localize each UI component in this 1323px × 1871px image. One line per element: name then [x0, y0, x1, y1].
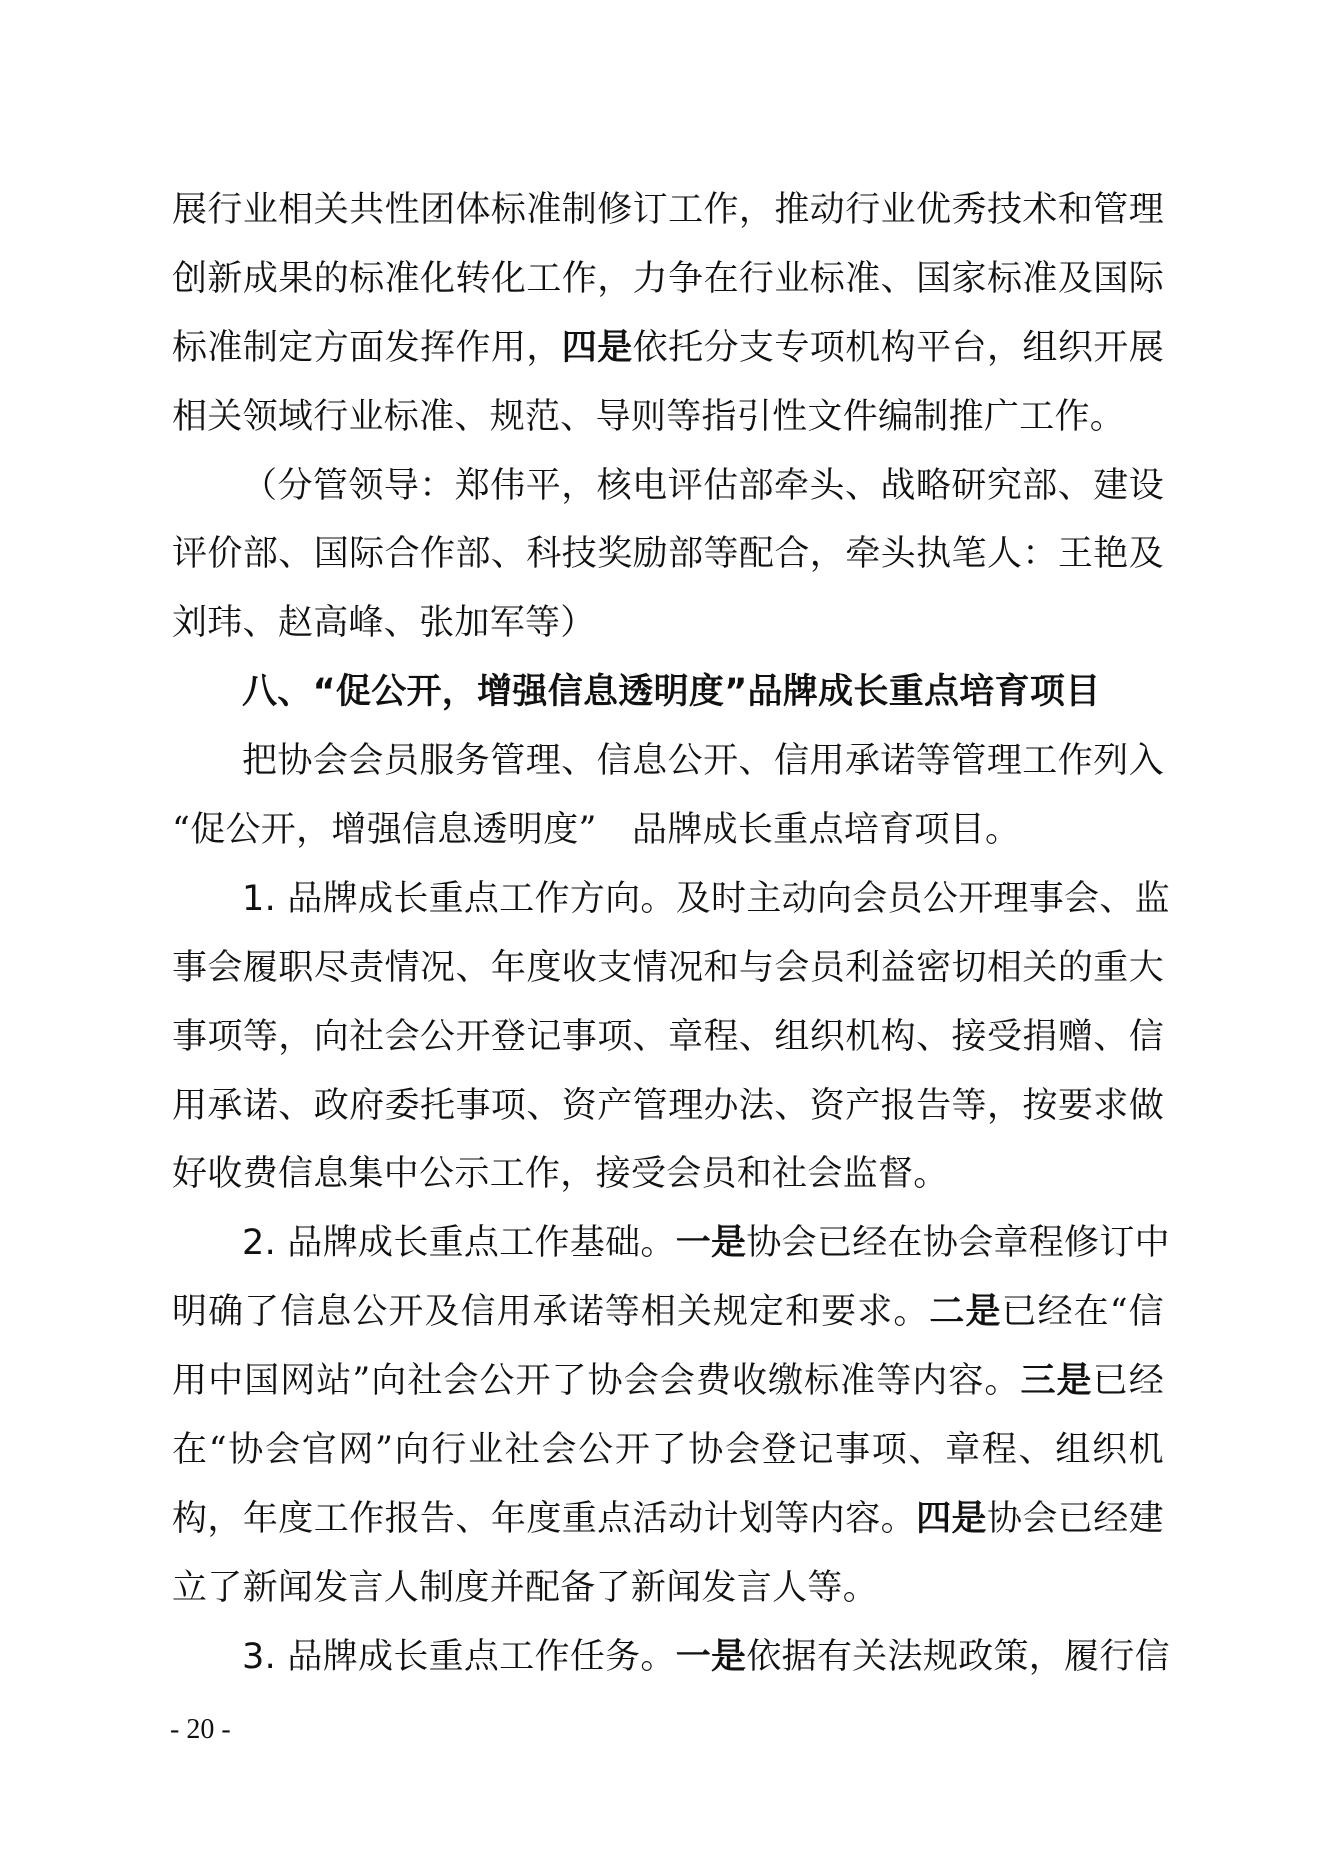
item3-lead: 3. 品牌成长重点工作任务。: [242, 1636, 676, 1677]
text-span: 已经在“信: [1001, 1292, 1164, 1333]
text-line: [172, 245, 1164, 314]
emphasis-ordinal: 四是: [561, 327, 633, 368]
text-span: 协会已经在协会章程修订中: [746, 1223, 1170, 1264]
text-span: 创新成果的标准化转化工作，力争在行业标准、国家标准及国际: [172, 258, 1164, 299]
item1-line: 事会履职尽责情况、年度收支情况和与会员利益密切相关的重大: [172, 947, 1164, 988]
text-span: 标准制定方面发挥作用，: [172, 327, 562, 368]
text-span: 已经: [1092, 1361, 1164, 1402]
text-span: 评价部、国际合作部、科技奖励部等配合，牵头执笔人：王艳及: [172, 534, 1164, 575]
text-line: [172, 176, 1164, 245]
intro-line: 把协会会员服务管理、信息公开、信用承诺等管理工作列入: [242, 741, 1164, 782]
text-span: 协会已经建: [986, 1498, 1164, 1539]
item2-line: 在“协会官网”向行业社会公开了协会登记事项、章程、组织机: [172, 1430, 1164, 1471]
text-span: 明确了信息公开及信用承诺等相关规定和要求。: [172, 1292, 930, 1333]
body-text: [172, 176, 1170, 1692]
responsibility-note-line: [172, 520, 1164, 589]
text-line: [172, 383, 1164, 452]
section-heading: 八、“促公开，增强信息透明度”品牌成长重点培育项目: [242, 672, 1101, 713]
item2-line: [172, 1485, 1164, 1554]
text-span: 构，年度工作报告、年度重点活动计划等内容。: [172, 1498, 917, 1539]
responsibility-note-line: [172, 452, 1164, 521]
responsibility-note-line: [172, 589, 1164, 658]
text-span: 刘玮、赵高峰、张加军等）: [172, 603, 596, 644]
text-span: 依托分支专项机构平台，组织开展: [632, 327, 1164, 368]
item1-line: 好收费信息集中公示工作，接受会员和社会监督。: [172, 1154, 949, 1195]
text-span: 依据有关法规政策，履行信: [746, 1636, 1170, 1677]
text-span: 相关领域行业标准、规范、导则等指引性文件编制推广工作。: [172, 396, 1126, 437]
item2-line: [172, 1278, 1164, 1347]
item2-line: [172, 1347, 1164, 1416]
text-span: （分管领导：郑伟平，核电评估部牵头、战略研究部、建设: [242, 465, 1164, 506]
text-span: 用中国网站”向社会公开了协会会费收缴标准等内容。: [172, 1361, 1021, 1402]
item2-lead: 2. 品牌成长重点工作基础。: [242, 1223, 676, 1264]
text-span: 及时主动向会员公开理事会、监: [675, 878, 1170, 919]
intro-line: “促公开，增强信息透明度” 品牌成长重点培育项目。: [172, 810, 1021, 851]
item1-lead: 1. 品牌成长重点工作方向。: [242, 878, 676, 919]
emphasis-ordinal: 二是: [929, 1292, 1002, 1333]
item1-first-line: [172, 865, 1170, 934]
item1-line: 事项等，向社会公开登记事项、章程、组织机构、接受捐赠、信: [172, 1016, 1164, 1057]
emphasis-ordinal: 四是: [916, 1498, 987, 1539]
emphasis-ordinal: 三是: [1020, 1361, 1093, 1402]
emphasis-ordinal: 一是: [675, 1223, 747, 1264]
item2-line: 立了新闻发言人制度并配备了新闻发言人等。: [172, 1567, 879, 1608]
item3-first-line: [172, 1623, 1170, 1692]
page-number: - 20 -: [170, 1714, 231, 1745]
text-span: 展行业相关共性团体标准制修订工作，推动行业优秀技术和管理: [172, 190, 1164, 230]
emphasis-ordinal: 一是: [675, 1636, 747, 1677]
item1-line: 用承诺、政府委托事项、资产管理办法、资产报告等，按要求做: [172, 1085, 1164, 1126]
item2-first-line: [172, 1209, 1170, 1278]
text-line: [172, 314, 1164, 383]
